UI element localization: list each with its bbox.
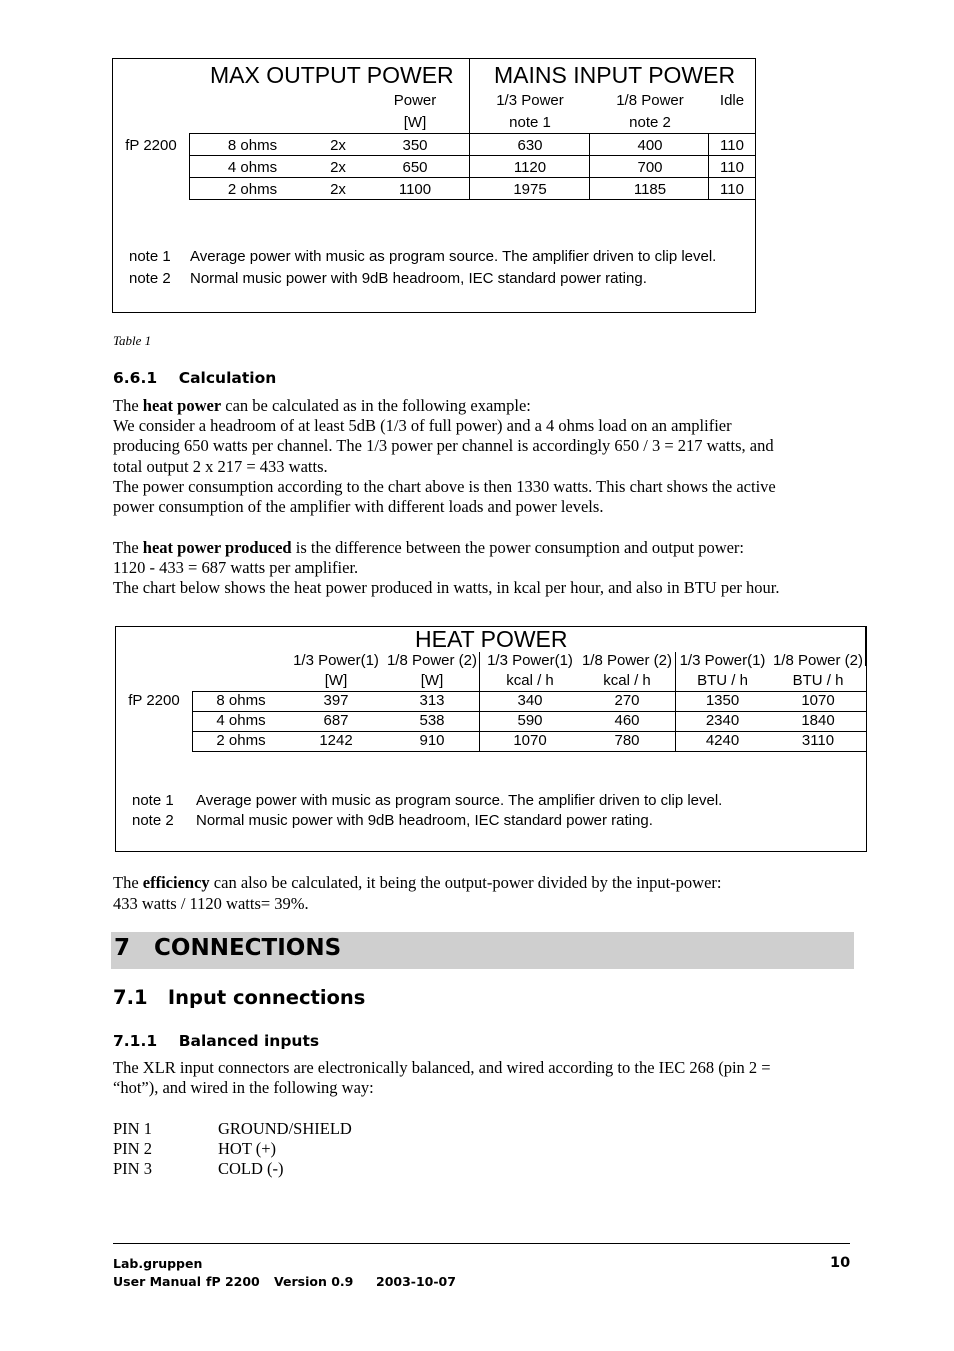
t1-row-power: 650 <box>402 159 428 176</box>
t1-subhead-third: 1/3 Power <box>496 92 564 109</box>
t2-note-text: Normal music power with 9dB headroom, IEC standard power rating. <box>196 812 653 829</box>
chapter-7-heading: 7 CONNECTIONS <box>114 935 342 961</box>
footer-rule <box>113 1243 850 1244</box>
pin-label: PIN 1 <box>113 1119 152 1138</box>
t2-unit-header: BTU / h <box>697 672 748 689</box>
t1-row-idle: 110 <box>720 181 744 198</box>
calculation-line: The heat power produced is the difference between the power consumption and output power: <box>113 538 745 557</box>
t2-row-value: 3110 <box>801 732 835 749</box>
t1-unit-power: [W] <box>403 114 427 131</box>
calculation-line: The power consumption according to the chart above is then 1330 watts. This chart shows the active <box>113 477 776 496</box>
table1-header-mains-input: MAINS INPUT POWER <box>494 62 736 88</box>
footer-version: Version 0.9 <box>274 1274 354 1289</box>
footer-manual: User Manual <box>113 1274 201 1289</box>
t1-grid-line <box>189 155 756 156</box>
t1-row-power: 1100 <box>398 181 432 198</box>
t1-row-eighth: 1185 <box>633 181 667 198</box>
t2-row-value: 1070 <box>513 732 547 749</box>
t1-grid-line <box>589 133 590 200</box>
t1-note-text: Average power with music as program source. The amplifier driven to clip level. <box>190 248 717 265</box>
t2-model: fP 2200 <box>128 692 180 709</box>
section-71-heading: 7.1 Input connections <box>113 986 366 1009</box>
t1-row-load: 4 ohms <box>227 159 278 176</box>
t2-unit-header: BTU / h <box>792 672 844 689</box>
t1-row-eighth: 700 <box>637 159 663 176</box>
efficiency-line-1: The efficiency can also be calculated, it being the output-power divided by the input-power: <box>113 873 722 892</box>
t2-unit-header: kcal / h <box>603 672 651 689</box>
pin-desc: GROUND/SHIELD <box>218 1119 352 1138</box>
t2-row-value: 1242 <box>319 732 353 749</box>
t2-row-value: 687 <box>323 712 349 729</box>
t2-row-value: 910 <box>419 732 445 749</box>
table1-caption: Table 1 <box>113 333 152 348</box>
t2-col-header: 1/3 Power(1) <box>293 652 379 669</box>
t2-row-value: 4240 <box>705 732 740 749</box>
t1-row-mult: 2x <box>330 159 346 176</box>
pin-label: PIN 3 <box>113 1159 152 1178</box>
t1-row-third: 1975 <box>513 181 547 198</box>
t2-row-load: 8 ohms <box>216 692 266 709</box>
t1-row-power: 350 <box>402 137 428 154</box>
t2-row-load: 4 ohms <box>216 712 266 729</box>
t2-grid-line <box>192 691 193 752</box>
t1-grid-line <box>189 199 756 200</box>
t1-unit-eighth: note 2 <box>629 114 671 131</box>
t1-model: fP 2200 <box>125 137 177 154</box>
table1-divider <box>469 59 470 200</box>
calculation-line: total output 2 x 217 = 433 watts. <box>113 457 328 476</box>
efficiency-line-2: 433 watts / 1120 watts= 39%. <box>113 894 309 913</box>
t1-grid-line <box>189 133 756 134</box>
t1-row-third: 630 <box>517 137 543 154</box>
t2-row-value: 1840 <box>801 712 835 729</box>
xlr-intro-line-2: “hot”), and wired in the following way: <box>113 1078 374 1097</box>
table1-header-max-output: MAX OUTPUT POWER <box>210 62 454 88</box>
t2-row-value: 1070 <box>801 692 835 709</box>
t2-row-value: 460 <box>614 712 640 729</box>
t1-subhead-eighth: 1/8 Power <box>616 92 684 109</box>
footer-date: 2003-10-07 <box>376 1274 456 1289</box>
t1-note-text: Normal music power with 9dB headroom, IEC standard power rating. <box>190 270 647 287</box>
t2-unit-header: kcal / h <box>506 672 554 689</box>
t2-grid-line <box>192 751 866 752</box>
t1-grid-line <box>189 133 190 200</box>
t2-row-value: 313 <box>419 692 445 709</box>
t2-row-value: 397 <box>323 692 349 709</box>
calculation-line: We consider a headroom of at least 5dB (1/3 of full power) and a 4 ohms load on an amplifier <box>113 416 732 435</box>
t1-row-idle: 110 <box>720 137 744 154</box>
calculation-line: power consumption of the amplifier with different loads and power levels. <box>113 497 604 516</box>
t1-note-label: note 1 <box>129 248 171 265</box>
t2-col-header: 1/8 Power (2) <box>581 652 673 669</box>
t2-note-label: note 1 <box>132 792 174 809</box>
t1-subhead-power: Power <box>393 92 437 109</box>
t2-note-text: Average power with music as program source. The amplifier driven to clip level. <box>196 792 723 809</box>
pin-desc: COLD (-) <box>218 1159 284 1178</box>
t1-row-mult: 2x <box>330 181 346 198</box>
xlr-intro-line-1: The XLR input connectors are electronically balanced, and wired according to the IEC 268 (pin 2 = <box>113 1058 771 1077</box>
t2-note-label: note 2 <box>132 812 174 829</box>
t1-subhead-idle: Idle <box>719 92 745 109</box>
t1-grid-line <box>189 177 756 178</box>
calculation-line: producing 650 watts per channel. The 1/3 power per channel is accordingly 650 / 3 = 217 watts, and <box>113 436 774 455</box>
t1-row-idle: 110 <box>720 159 744 176</box>
t2-row-load: 2 ohms <box>216 732 266 749</box>
t2-grid-line <box>865 626 866 666</box>
section-711-heading: 7.1.1 Balanced inputs <box>113 1032 320 1050</box>
t2-col-header: 1/8 Power (2) <box>772 652 864 669</box>
t2-unit-header: [W] <box>420 672 444 689</box>
pin-label: PIN 2 <box>113 1139 152 1158</box>
pin-desc: HOT (+) <box>218 1139 277 1158</box>
t2-col-header: 1/8 Power (2) <box>386 652 478 669</box>
t2-unit-header: [W] <box>324 672 348 689</box>
t2-row-value: 538 <box>419 712 445 729</box>
t1-unit-third: note 1 <box>509 114 551 131</box>
t2-col-header: 1/3 Power(1) <box>679 652 766 669</box>
calculation-line: The chart below shows the heat power produced in watts, in kcal per hour, and also in BTU per hour. <box>113 578 780 597</box>
t1-row-mult: 2x <box>330 137 346 154</box>
t1-row-eighth: 400 <box>637 137 663 154</box>
t2-row-value: 590 <box>517 712 543 729</box>
t1-note-label: note 2 <box>129 270 171 287</box>
t2-row-value: 340 <box>517 692 543 709</box>
table2-title: HEAT POWER <box>415 626 568 652</box>
calculation-line: The heat power can be calculated as in the following example: <box>113 396 531 415</box>
t2-row-value: 780 <box>614 732 640 749</box>
t2-row-value: 1350 <box>705 692 740 709</box>
t2-row-value: 270 <box>614 692 640 709</box>
t1-row-third: 1120 <box>513 159 547 176</box>
t2-col-header: 1/3 Power(1) <box>487 652 573 669</box>
calculation-line: 1120 - 433 = 687 watts per amplifier. <box>113 558 359 577</box>
t2-row-value: 2340 <box>705 712 740 729</box>
section-661-heading: 6.6.1 Calculation <box>113 369 277 387</box>
t1-row-load: 2 ohms <box>227 181 278 198</box>
t1-row-load: 8 ohms <box>227 137 278 154</box>
footer-brand: Lab.gruppen <box>113 1256 203 1271</box>
t1-grid-line <box>708 133 709 200</box>
page-number: 10 <box>830 1255 851 1271</box>
footer-model: fP 2200 <box>206 1274 260 1289</box>
